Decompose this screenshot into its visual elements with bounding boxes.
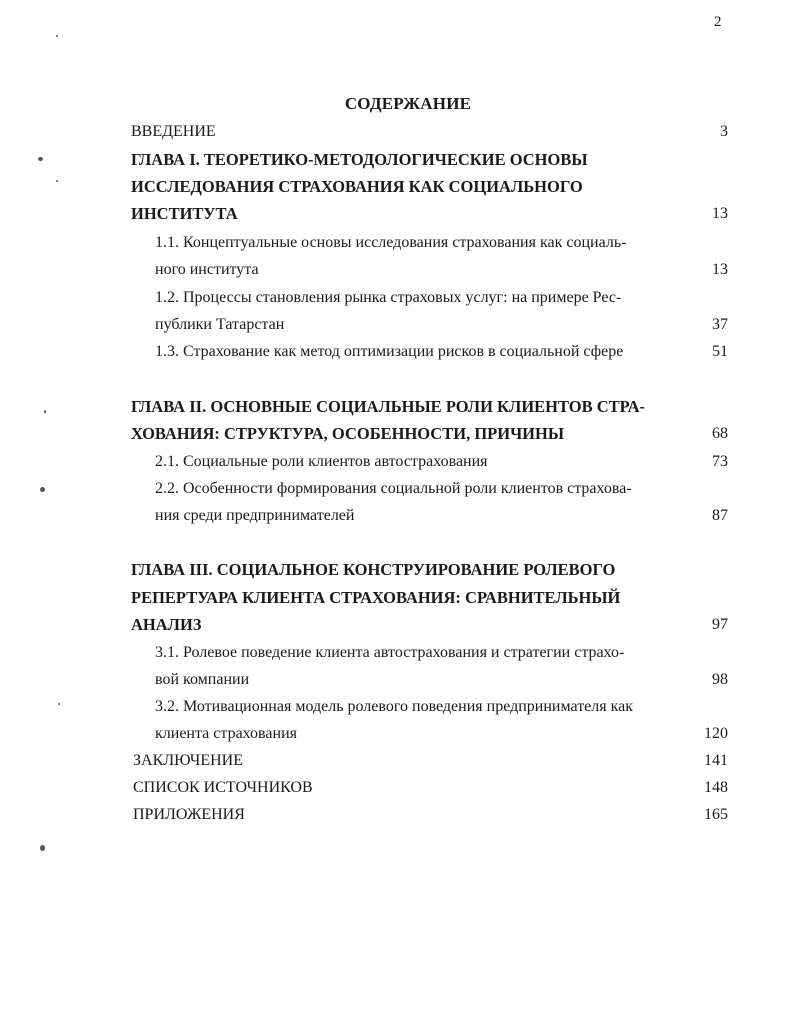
- section-line: 1.3. Страхование как метод оптимизации рисков в социальной сфере: [155, 343, 624, 360]
- scan-speck: [44, 410, 46, 413]
- toc-entry-page: 120: [704, 725, 728, 742]
- toc-entry-page: 37: [712, 316, 728, 333]
- chapter-title-line: ИССЛЕДОВАНИЯ СТРАХОВАНИЯ КАК СОЦИАЛЬНОГО: [131, 177, 583, 196]
- toc-entry-label: ЗАКЛЮЧЕНИЕ: [133, 752, 243, 769]
- toc-entry-page: 141: [704, 752, 728, 769]
- section-line: вой компании: [155, 671, 250, 688]
- section-line: клиента страхования: [155, 725, 297, 742]
- scan-speck: [40, 487, 45, 492]
- section-line: 3.1. Ролевое поведение клиента автострахования и стратегии страхо-: [155, 644, 625, 661]
- page-number: 2: [714, 14, 722, 30]
- toc-entry-page: 148: [704, 779, 728, 796]
- toc-entry-page: 165: [704, 806, 728, 823]
- toc-entry-page: 13: [712, 205, 728, 222]
- chapter-title-line: РЕПЕРТУАРА КЛИЕНТА СТРАХОВАНИЯ: СРАВНИТЕЛЬНЫЙ: [131, 588, 621, 607]
- chapter-title-line: ГЛАВА I. ТЕОРЕТИКО-МЕТОДОЛОГИЧЕСКИЕ ОСНОВЫ: [131, 150, 588, 169]
- chapter-title-line: ГЛАВА II. ОСНОВНЫЕ СОЦИАЛЬНЫЕ РОЛИ КЛИЕНТОВ СТРА-: [131, 397, 646, 416]
- scan-speck: [38, 157, 43, 161]
- scan-speck: [56, 35, 58, 37]
- chapter-title-line: ИНСТИТУТА: [131, 204, 238, 223]
- toc-entry-page: 73: [712, 453, 728, 470]
- section-line: 1.1. Концептуальные основы исследования страхования как социаль-: [155, 234, 627, 251]
- toc-entry-label: ВВЕДЕНИЕ: [131, 123, 216, 140]
- toc-entry-page: 97: [712, 616, 728, 633]
- section-line: публики Татарстан: [155, 316, 285, 333]
- page-title: СОДЕРЖАНИЕ: [344, 94, 472, 113]
- section-line: 2.2. Особенности формирования социальной роли клиентов страхова-: [155, 480, 632, 497]
- section-line: 3.2. Мотивационная модель ролевого поведения предпринимателя как: [155, 698, 634, 715]
- toc-entry-page: 87: [712, 507, 728, 524]
- chapter-title-line: ХОВАНИЯ: СТРУКТУРА, ОСОБЕННОСТИ, ПРИЧИНЫ: [131, 424, 565, 443]
- toc-entry-label: СПИСОК ИСТОЧНИКОВ: [133, 779, 313, 796]
- toc-entry-label: ПРИЛОЖЕНИЯ: [133, 806, 245, 823]
- scan-speck: [58, 703, 60, 705]
- scan-speck: [56, 180, 58, 182]
- chapter-title-line: АНАЛИЗ: [131, 615, 202, 634]
- scan-speck: [40, 845, 45, 851]
- toc-entry-page: 98: [712, 671, 728, 688]
- toc-entry-page: 51: [712, 343, 728, 360]
- section-line: ного института: [155, 261, 259, 278]
- toc-entry-page: 68: [712, 425, 728, 442]
- toc-entry-page: 3: [720, 123, 728, 140]
- section-line: 2.1. Социальные роли клиентов автострахования: [155, 453, 488, 470]
- chapter-title-line: ГЛАВА III. СОЦИАЛЬНОЕ КОНСТРУИРОВАНИЕ РОЛЕВОГО: [131, 560, 616, 579]
- toc-entry-page: 13: [712, 261, 728, 278]
- section-line: ния среди предпринимателей: [155, 507, 355, 524]
- section-line: 1.2. Процессы становления рынка страховых услуг: на примере Рес-: [155, 289, 622, 306]
